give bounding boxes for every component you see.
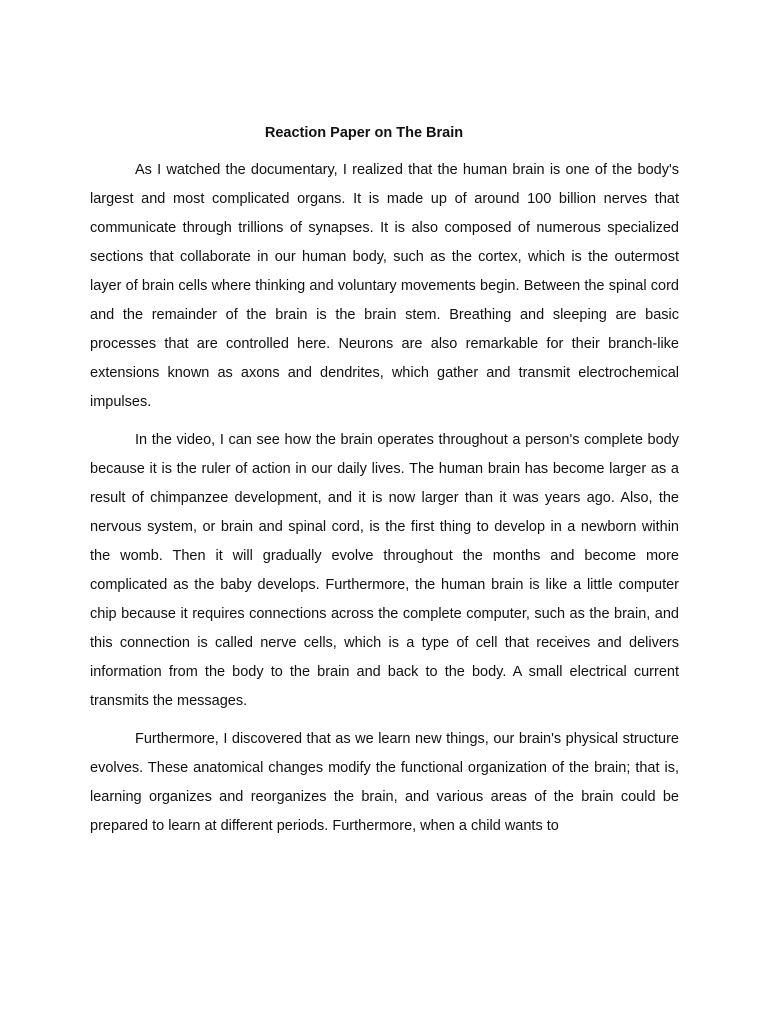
paragraph-3: Furthermore, I discovered that as we learn new things, our brain's physical structure evolves. These anatomical changes modify the functional organization of the brain; that is, learning organizes and reorganizes the brain, and various areas of the brain could be prepared to learn at different periods. Furthermore, when a child wants to — [90, 731, 679, 834]
paragraph-1: As I watched the documentary, I realized that the human brain is one of the body's largest and most complicated organs. It is made up of around 100 billion nerves that communicate through trillions of synapses. It is also composed of numerous specialized sections that collaborate in our human body, such as the cortex, which is the outermost layer of brain cells where thinking and voluntary movements begin. Between the spinal cord and the remainder of the brain is the brain stem. Breathing and sleeping are basic processes that are controlled here. Neurons are also remarkable for their branch-like extensions known as axons and dendrites, which gather and transmit electrochemical impulses. — [90, 162, 679, 410]
document-title: Reaction Paper on The Brain — [264, 125, 464, 141]
document-body — [90, 156, 679, 850]
paragraph-2: In the video, I can see how the brain operates throughout a person's complete body because it is the ruler of action in our daily lives. The human brain has become larger as a result of chimpanzee development, and it is now larger than it was years ago. Also, the nervous system, or brain and spinal cord, is the first thing to develop in a newborn within the womb. Then it will gradually evolve throughout the months and become more complicated as the baby develops. Furthermore, the human brain is like a little computer chip because it requires connections across the complete computer, such as the brain, and this connection is called nerve cells, which is a type of cell that receives and delivers information from the body to the brain and back to the body. A small electrical current transmits the messages. — [90, 432, 679, 709]
